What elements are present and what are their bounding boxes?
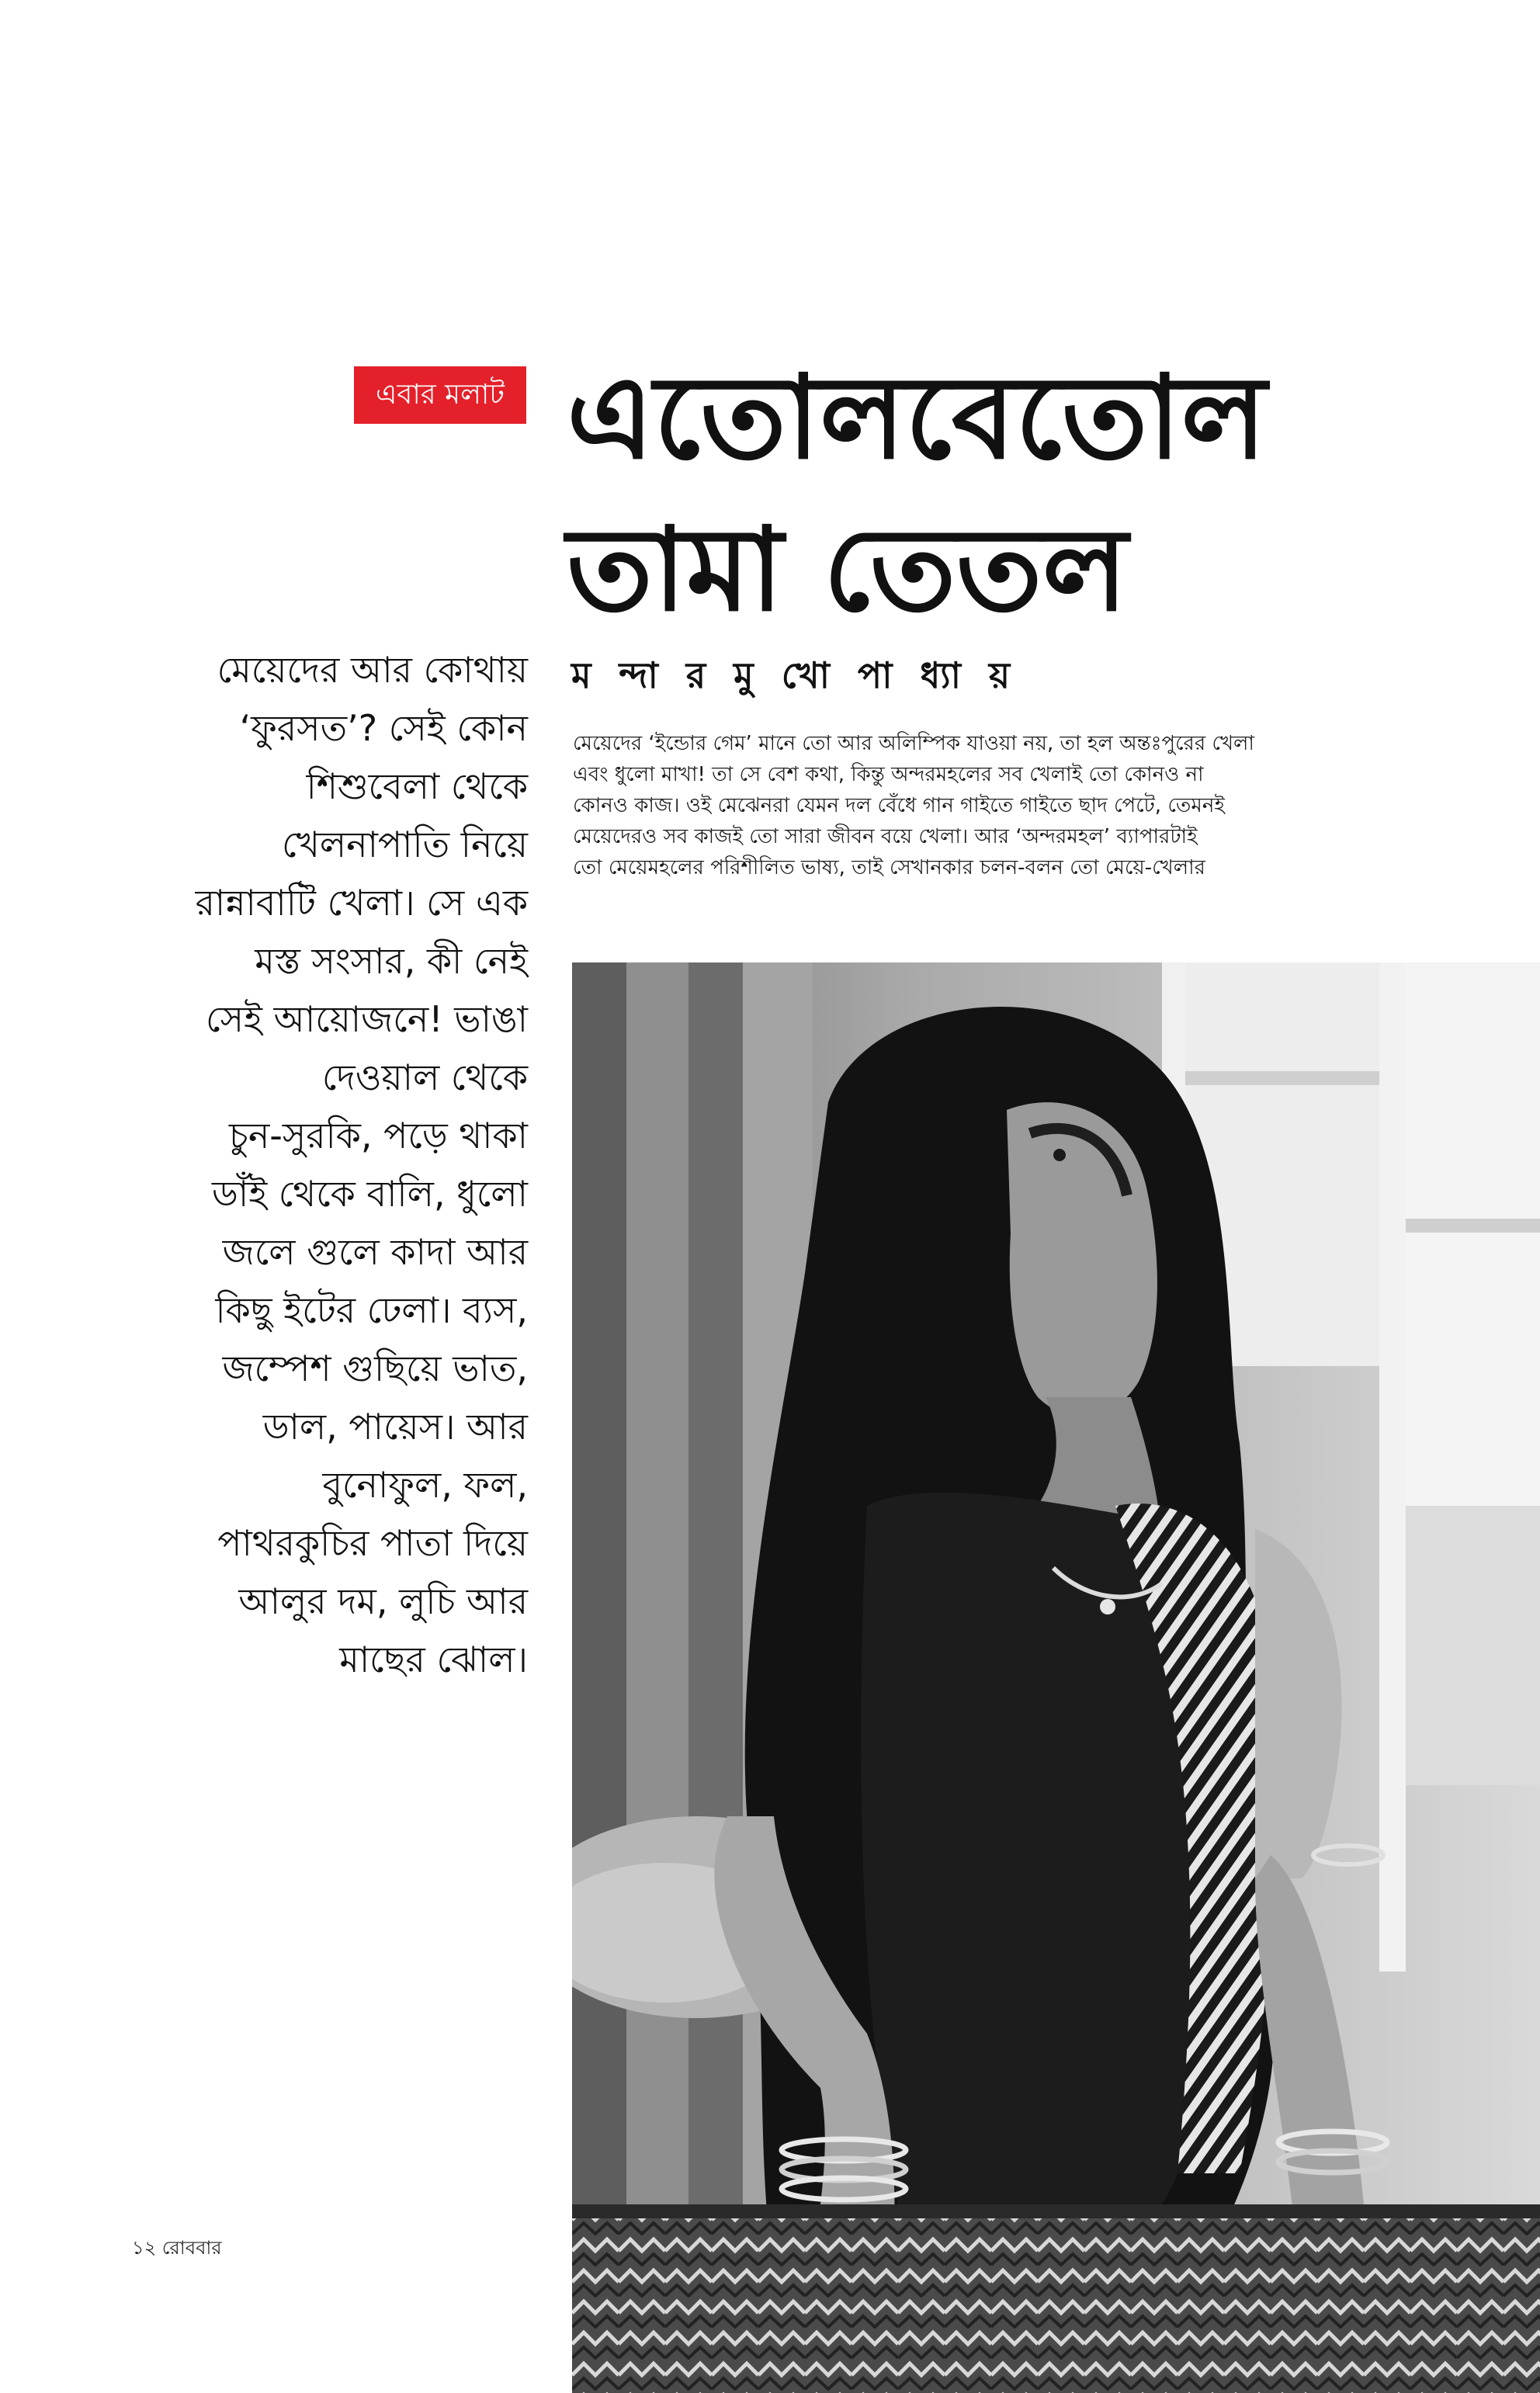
intro-paragraph — [573, 728, 1504, 883]
headline — [567, 342, 1498, 646]
photo-illustration — [572, 962, 1540, 2393]
pull-quote-line: ডাল, পায়েস। আর — [262, 1406, 528, 1448]
pull-quote-line: দেওয়াল থেকে — [321, 1056, 528, 1098]
intro-line: তো মেয়েমহলের পরিশীলিত ভাষ্য, তাই সেখানকার চলন-বলন তো মেয়ে-খেলার — [573, 856, 1205, 879]
pull-quote-line: কিছু ইটের ঢেলা। ব্যস, — [215, 1289, 528, 1331]
pull-quote — [124, 641, 528, 1689]
pull-quote-line: ডাঁই থেকে বালি, ধুলো — [212, 1173, 528, 1215]
intro-line: মেয়েদের ‘ইন্ডোর গেম’ মানে তো আর অলিম্পিক যাওয়া নয়, তা হল অন্তঃপুরের খেলা — [573, 732, 1254, 755]
pull-quote-line: খেলনাপাতি নিয়ে — [281, 824, 528, 865]
pull-quote-line: জলে গুলে কাদা আর — [222, 1231, 528, 1273]
pull-quote-line: মস্ত সংসার, কী নেই — [255, 940, 528, 982]
pull-quote-line: মেয়েদের আর কোথায় — [217, 649, 528, 691]
pull-quote-line: মাছের ঝোল। — [339, 1639, 528, 1680]
pull-quote-line: জম্পেশ গুছিয়ে ভাত, — [222, 1347, 528, 1389]
intro-line: মেয়েদেরও সব কাজই তো সারা জীবন বয়ে খেলা। আর ‘অন্দরমহল’ ব্যাপারটাই — [573, 825, 1198, 848]
pull-quote-line: বুনোফুল, ফল, — [322, 1464, 528, 1506]
pull-quote-line: পাথরকুচির পাতা দিয়ে — [217, 1522, 528, 1564]
section-tag: এবার মলাট — [354, 366, 526, 424]
intro-line: কোনও কাজ। ওই মেঝেনরা যেমন দল বেঁধে গান গাইতে গাইতে ছাদ পেটে, তেমনই — [573, 794, 1225, 817]
pull-quote-line: ‘ফুরসত’? সেই কোন — [239, 707, 528, 749]
pull-quote-line: চুন-সুরকি, পড়ে থাকা — [229, 1115, 528, 1157]
pull-quote-line: আলুর দম, লুচি আর — [238, 1580, 528, 1622]
pull-quote-line: সেই আয়োজনে! ভাঙা — [205, 998, 528, 1040]
headline-line-2: তামা তেতল — [567, 503, 1129, 636]
intro-line: এবং ধুলো মাখা! তা সে বেশ কথা, কিন্তু অন্দরমহলের সব খেলাই তো কোনও না — [573, 763, 1204, 786]
cover-photo — [572, 962, 1540, 2393]
pull-quote-line: শিশুবেলা থেকে — [306, 765, 528, 807]
headline-line-1: এতোলবেতোল — [567, 351, 1267, 484]
page-folio: ১২ রোববার — [132, 2237, 222, 2259]
author-byline: ম ন্দা র মু খো পা ধ্যা য় — [571, 654, 1018, 696]
pull-quote-line: রান্নাবাটি খেলা। সে এক — [195, 882, 528, 924]
